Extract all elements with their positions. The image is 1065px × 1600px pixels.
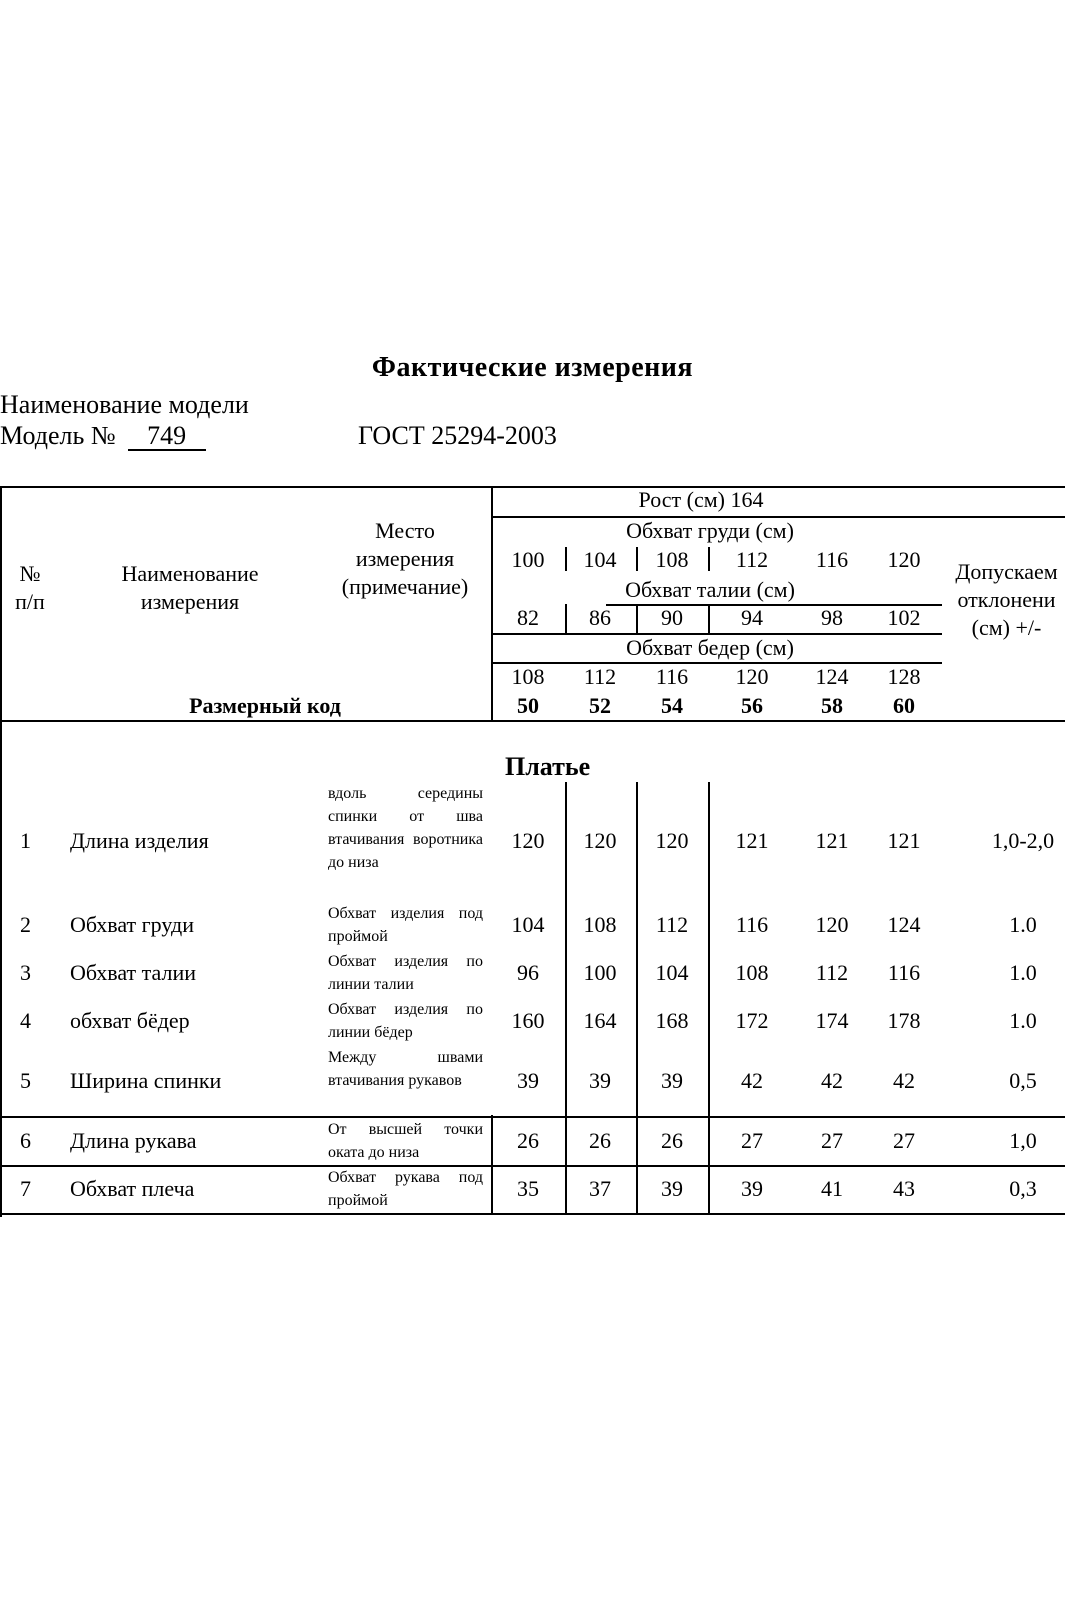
hip-size-4: 124 (815, 664, 849, 689)
row-5-value-4: 27 (821, 1128, 843, 1153)
row-1-value-2: 112 (655, 912, 689, 937)
row-num-6: 7 (20, 1176, 31, 1201)
row-3-value-0: 160 (511, 1008, 545, 1033)
row-4-value-2: 39 (661, 1068, 683, 1093)
hip-size-1: 112 (583, 664, 617, 689)
waist-size-4: 98 (821, 605, 843, 630)
row-tolerance-2: 1.0 (1009, 960, 1037, 985)
row-3-value-2: 168 (655, 1008, 689, 1033)
row-num-4: 5 (20, 1068, 31, 1093)
row-name-0: Длина изделия (70, 828, 209, 853)
row-2-value-1: 100 (583, 960, 617, 985)
row-num-0: 1 (20, 828, 31, 853)
waist-size-1: 86 (589, 605, 611, 630)
row-6-value-4: 41 (821, 1176, 843, 1201)
row-place-0: вдоль середины спинки от шва втачивания воротника до низа (328, 785, 483, 871)
waist-size-0: 82 (517, 605, 539, 630)
document-title: Фактические измерения (371, 352, 694, 383)
waist-sep-2 (708, 604, 710, 633)
row-4-value-3: 42 (741, 1068, 763, 1093)
row-tolerance-6: 0,3 (1009, 1176, 1037, 1201)
row-2-value-3: 108 (735, 960, 769, 985)
row-4-value-4: 42 (821, 1068, 843, 1093)
row-name-6: Обхват плеча (70, 1176, 195, 1201)
header-height: Рост (см) 164 (638, 487, 764, 512)
row-4-value-5: 42 (893, 1068, 915, 1093)
row6-top-border (0, 1116, 1065, 1118)
model-number-label: Модель № (0, 421, 116, 450)
header-num: № п/п (15, 561, 45, 614)
size-code-2: 54 (661, 693, 683, 718)
row-name-5: Длина рукава (70, 1128, 197, 1153)
row-num-1: 2 (20, 912, 31, 937)
row-name-3: обхват бёдер (70, 1008, 190, 1033)
header-waist: Обхват талии (см) (625, 577, 795, 602)
row-3-value-1: 164 (583, 1008, 617, 1033)
row-place-3: Обхват изделия по линии бёдер (328, 1001, 483, 1041)
size-code-1: 52 (589, 693, 611, 718)
row-0-value-0: 120 (511, 828, 545, 853)
row-name-2: Обхват талии (70, 960, 197, 985)
row-tolerance-4: 0,5 (1009, 1068, 1037, 1093)
waist-size-3: 94 (741, 605, 763, 630)
header-tolerance: Допускаем отклонени (см) +/- (955, 559, 1058, 640)
chest-size-0: 100 (511, 547, 545, 572)
row-1-value-5: 124 (887, 912, 921, 937)
row-3-value-4: 174 (815, 1008, 849, 1033)
header-name: Наименование измерения (121, 561, 259, 614)
row-name-4: Ширина спинки (70, 1068, 222, 1093)
row-1-value-3: 116 (735, 912, 769, 937)
row-place-5: От высшей точки оката до низа (328, 1121, 483, 1161)
chest-tick-2 (708, 547, 710, 571)
chest-size-4: 116 (815, 547, 849, 572)
header-size-code: Размерный код (189, 693, 341, 718)
hip-size-5: 128 (887, 664, 921, 689)
row-place-2: Обхват изделия по линии талии (328, 953, 483, 993)
row-0-value-2: 120 (655, 828, 689, 853)
size-code-0: 50 (517, 693, 539, 718)
row-tolerance-0: 1,0-2,0 (991, 828, 1055, 853)
header-chest: Обхват груди (см) (626, 518, 794, 543)
row-5-value-0: 26 (517, 1128, 539, 1153)
row-3-value-3: 172 (735, 1008, 769, 1033)
row-place-6: Обхват рукава под проймой (328, 1169, 483, 1209)
hip-size-0: 108 (511, 664, 545, 689)
row-tolerance-5: 1,0 (1009, 1128, 1037, 1153)
row-5-value-5: 27 (893, 1128, 915, 1153)
size-code-3: 56 (741, 693, 763, 718)
row-6-value-1: 37 (589, 1176, 611, 1201)
row-6-value-5: 43 (893, 1176, 915, 1201)
model-number-value: 749 (128, 423, 206, 451)
body-sep-2 (708, 782, 710, 1214)
row-place-4: Между швами втачивания рукавов (328, 1049, 483, 1089)
row-name-1: Обхват груди (70, 912, 194, 937)
header-hips: Обхват бедер (см) (626, 635, 794, 660)
row-num-2: 3 (20, 960, 31, 985)
hip-size-2: 116 (655, 664, 689, 689)
row-2-value-2: 104 (655, 960, 689, 985)
row-4-value-0: 39 (517, 1068, 539, 1093)
model-number-line (0, 421, 206, 451)
row-1-value-4: 120 (815, 912, 849, 937)
row-2-value-0: 96 (517, 960, 539, 985)
row-3-value-5: 178 (887, 1008, 921, 1033)
section-title: Платье (505, 752, 591, 781)
row-tolerance-1: 1.0 (1009, 912, 1037, 937)
row-2-value-4: 112 (815, 960, 849, 985)
waist-size-5: 102 (887, 605, 921, 630)
row-num-5: 6 (20, 1128, 31, 1153)
row-5-value-1: 26 (589, 1128, 611, 1153)
row7-top-border (0, 1165, 1065, 1167)
chest-size-3: 112 (735, 547, 769, 572)
row-0-value-1: 120 (583, 828, 617, 853)
hip-size-3: 120 (735, 664, 769, 689)
row-num-3: 4 (20, 1008, 31, 1033)
row-0-value-5: 121 (887, 828, 921, 853)
row-6-value-0: 35 (517, 1176, 539, 1201)
chest-size-2: 108 (655, 547, 689, 572)
row-1-value-1: 108 (583, 912, 617, 937)
row-2-value-5: 116 (887, 960, 921, 985)
model-name-label: Наименование модели (0, 390, 249, 419)
size-code-4: 58 (821, 693, 843, 718)
size-code-5: 60 (893, 693, 915, 718)
table-left-border (0, 486, 2, 1217)
row-0-value-4: 121 (815, 828, 849, 853)
table-bottom-border (0, 1213, 1065, 1215)
row-4-value-1: 39 (589, 1068, 611, 1093)
row-5-value-2: 26 (661, 1128, 683, 1153)
chest-size-5: 120 (887, 547, 921, 572)
header-bottom-border (0, 720, 1065, 722)
header-place: Место измерения (примечание) (341, 518, 469, 599)
row-5-value-3: 27 (741, 1128, 763, 1153)
chest-size-1: 104 (583, 547, 617, 572)
row-1-value-0: 104 (511, 912, 545, 937)
row-6-value-2: 39 (661, 1176, 683, 1201)
gost-standard: ГОСТ 25294-2003 (358, 421, 557, 450)
waist-size-2: 90 (661, 605, 683, 630)
row-tolerance-3: 1.0 (1009, 1008, 1037, 1033)
row-0-value-3: 121 (735, 828, 769, 853)
row-place-1: Обхват изделия под проймой (328, 905, 483, 945)
row-6-value-3: 39 (741, 1176, 763, 1201)
